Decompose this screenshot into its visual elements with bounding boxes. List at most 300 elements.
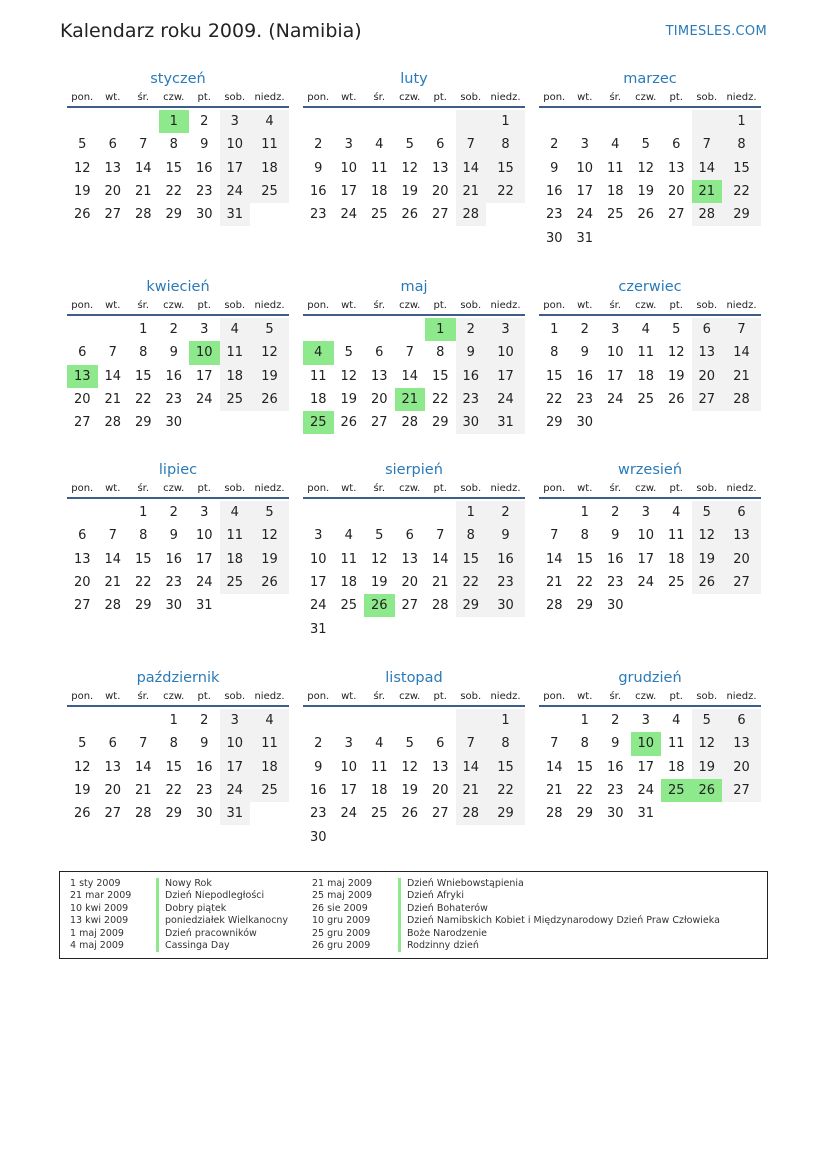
day-grid bbox=[303, 110, 525, 226]
day-cell: 2 bbox=[314, 137, 323, 153]
holiday-day-cell: 13 bbox=[67, 365, 98, 388]
day-cell: 31 bbox=[195, 598, 213, 614]
day-cell: 30 bbox=[195, 207, 213, 223]
day-cell: 4 bbox=[344, 528, 353, 544]
day-cell: 5 bbox=[250, 501, 289, 524]
day-grid bbox=[539, 318, 761, 434]
day-cell: 17 bbox=[606, 368, 624, 384]
day-cell: 17 bbox=[576, 184, 594, 200]
day-cell: 19 bbox=[401, 184, 419, 200]
weekday-label: pt. bbox=[433, 92, 447, 103]
empty-cell bbox=[98, 501, 129, 524]
weekday-label: czw. bbox=[163, 92, 185, 103]
day-cell: 14 bbox=[431, 551, 449, 567]
day-cell: 7 bbox=[722, 318, 761, 341]
empty-cell bbox=[539, 501, 570, 524]
day-cell: 6 bbox=[722, 709, 761, 732]
day-cell: 24 bbox=[637, 575, 655, 591]
weekday-label: pon. bbox=[307, 483, 330, 494]
day-grid bbox=[539, 110, 761, 250]
holiday-day-cell: 4 bbox=[303, 341, 334, 364]
day-cell: 28 bbox=[545, 806, 563, 822]
day-cell: 24 bbox=[309, 598, 327, 614]
day-cell: 6 bbox=[436, 736, 445, 752]
weekday-label: pon. bbox=[71, 300, 94, 311]
day-cell: 10 bbox=[486, 341, 525, 364]
day-cell: 15 bbox=[165, 160, 183, 176]
day-cell: 13 bbox=[370, 368, 388, 384]
day-cell: 4 bbox=[641, 322, 650, 338]
day-cell: 23 bbox=[545, 207, 563, 223]
day-cell: 29 bbox=[134, 415, 152, 431]
day-cell: 8 bbox=[436, 345, 445, 361]
day-cell: 14 bbox=[545, 759, 563, 775]
holiday-marker bbox=[398, 915, 401, 927]
weekday-label: czw. bbox=[163, 300, 185, 311]
day-cell: 8 bbox=[550, 345, 559, 361]
day-cell: 29 bbox=[134, 598, 152, 614]
weekday-header bbox=[303, 300, 525, 316]
day-cell: 21 bbox=[431, 575, 449, 591]
day-cell: 8 bbox=[169, 137, 178, 153]
holiday-date: 10 kwi 2009 bbox=[70, 902, 129, 914]
month-name: październik bbox=[136, 670, 220, 686]
day-cell: 5 bbox=[405, 137, 414, 153]
day-cell: 25 bbox=[667, 575, 685, 591]
holiday-name: poniedziałek Wielkanocny bbox=[165, 915, 289, 927]
day-cell: 20 bbox=[431, 783, 449, 799]
day-cell: 27 bbox=[722, 571, 761, 594]
holiday-marker bbox=[156, 915, 159, 927]
day-cell: 22 bbox=[545, 392, 563, 408]
month-name: listopad bbox=[385, 670, 443, 686]
day-cell: 1 bbox=[139, 322, 148, 338]
day-cell: 28 bbox=[692, 203, 723, 226]
day-cell: 8 bbox=[722, 133, 761, 156]
holiday-name: Cassinga Day bbox=[165, 939, 230, 951]
day-cell: 13 bbox=[401, 551, 419, 567]
month-name: lipiec bbox=[158, 462, 198, 478]
day-cell: 20 bbox=[667, 184, 685, 200]
day-cell: 23 bbox=[309, 806, 327, 822]
day-cell: 5 bbox=[78, 736, 87, 752]
day-cell: 23 bbox=[456, 388, 487, 411]
holiday-marker bbox=[398, 903, 401, 915]
weekday-label: śr. bbox=[609, 483, 622, 494]
weekday-label: śr. bbox=[609, 300, 622, 311]
day-cell: 5 bbox=[344, 345, 353, 361]
day-cell: 23 bbox=[165, 392, 183, 408]
empty-cell bbox=[67, 318, 98, 341]
holiday-day-cell: 1 bbox=[425, 318, 456, 341]
weekday-label: wt. bbox=[105, 300, 121, 311]
day-cell: 13 bbox=[104, 759, 122, 775]
empty-cell bbox=[334, 318, 365, 341]
day-cell: 2 bbox=[169, 505, 178, 521]
day-cell: 10 bbox=[220, 732, 251, 755]
weekday-label: sob. bbox=[460, 300, 482, 311]
holiday-day-cell: 26 bbox=[692, 779, 723, 802]
day-cell: 8 bbox=[580, 736, 589, 752]
day-cell: 23 bbox=[195, 783, 213, 799]
weekday-label: pt. bbox=[197, 92, 211, 103]
holiday-date: 21 maj 2009 bbox=[312, 878, 373, 889]
day-cell: 22 bbox=[134, 575, 152, 591]
day-cell: 18 bbox=[667, 759, 685, 775]
holiday-date: 25 gru 2009 bbox=[312, 927, 371, 939]
month-calendar bbox=[539, 669, 761, 825]
day-cell: 18 bbox=[370, 783, 388, 799]
weekday-label: pt. bbox=[669, 92, 683, 103]
day-cell: 20 bbox=[722, 548, 761, 571]
legend-row bbox=[70, 878, 288, 890]
day-cell: 5 bbox=[692, 501, 723, 524]
empty-cell bbox=[456, 709, 487, 732]
day-cell: 22 bbox=[431, 392, 449, 408]
day-cell: 15 bbox=[576, 551, 594, 567]
month-calendar bbox=[67, 669, 289, 825]
weekday-label: śr. bbox=[373, 300, 386, 311]
weekday-label: czw. bbox=[399, 483, 421, 494]
day-cell: 21 bbox=[104, 392, 122, 408]
day-cell: 12 bbox=[401, 160, 419, 176]
day-cell: 14 bbox=[692, 157, 723, 180]
month-name: styczeń bbox=[150, 71, 206, 87]
empty-cell bbox=[395, 110, 426, 133]
weekday-label: niedz. bbox=[490, 92, 521, 103]
day-cell: 25 bbox=[250, 779, 289, 802]
holiday-day-cell: 21 bbox=[395, 388, 426, 411]
holiday-date: 25 maj 2009 bbox=[312, 890, 373, 902]
day-cell: 24 bbox=[340, 207, 358, 223]
day-cell: 5 bbox=[692, 709, 723, 732]
day-cell: 30 bbox=[195, 806, 213, 822]
day-cell: 5 bbox=[672, 322, 681, 338]
empty-cell bbox=[425, 501, 456, 524]
day-cell: 29 bbox=[722, 203, 761, 226]
weekday-label: pt. bbox=[197, 300, 211, 311]
day-cell: 28 bbox=[104, 598, 122, 614]
day-cell: 13 bbox=[722, 524, 761, 547]
month-name: kwiecień bbox=[146, 279, 210, 295]
day-cell: 3 bbox=[641, 713, 650, 729]
day-cell: 6 bbox=[78, 345, 87, 361]
empty-cell bbox=[98, 709, 129, 732]
day-cell: 6 bbox=[692, 318, 723, 341]
day-cell: 5 bbox=[250, 318, 289, 341]
empty-cell bbox=[98, 318, 129, 341]
weekday-label: czw. bbox=[635, 92, 657, 103]
weekday-header bbox=[303, 691, 525, 707]
holiday-marker bbox=[398, 928, 401, 940]
day-cell: 16 bbox=[195, 160, 213, 176]
day-cell: 1 bbox=[486, 709, 525, 732]
day-cell: 31 bbox=[576, 230, 594, 246]
day-cell: 8 bbox=[486, 133, 525, 156]
day-cell: 23 bbox=[606, 575, 624, 591]
month-calendar bbox=[539, 70, 761, 250]
day-cell: 12 bbox=[692, 732, 723, 755]
holiday-name: Dzień Wniebowstąpienia bbox=[407, 878, 524, 889]
day-cell: 20 bbox=[104, 184, 122, 200]
day-cell: 21 bbox=[134, 783, 152, 799]
weekday-label: czw. bbox=[635, 300, 657, 311]
day-cell: 18 bbox=[220, 548, 251, 571]
day-cell: 1 bbox=[580, 505, 589, 521]
weekday-label: śr. bbox=[137, 300, 150, 311]
legend-row bbox=[312, 928, 720, 940]
day-cell: 15 bbox=[165, 759, 183, 775]
day-cell: 14 bbox=[104, 368, 122, 384]
weekday-label: pt. bbox=[669, 691, 683, 702]
day-cell: 18 bbox=[606, 184, 624, 200]
day-cell: 16 bbox=[309, 783, 327, 799]
day-cell: 24 bbox=[486, 388, 525, 411]
day-cell: 30 bbox=[309, 829, 327, 845]
weekday-label: niedz. bbox=[254, 691, 285, 702]
holiday-legend bbox=[59, 871, 768, 959]
day-cell: 25 bbox=[250, 180, 289, 203]
day-cell: 2 bbox=[169, 322, 178, 338]
brand-link[interactable]: TIMESLES.COM bbox=[665, 24, 767, 39]
day-cell: 22 bbox=[576, 783, 594, 799]
day-cell: 29 bbox=[456, 594, 487, 617]
legend-column bbox=[70, 878, 288, 952]
day-cell: 11 bbox=[370, 160, 388, 176]
weekday-label: wt. bbox=[577, 300, 593, 311]
day-cell: 12 bbox=[637, 160, 655, 176]
day-cell: 28 bbox=[722, 388, 761, 411]
day-cell: 28 bbox=[134, 806, 152, 822]
day-cell: 6 bbox=[375, 345, 384, 361]
month-calendar bbox=[539, 278, 761, 434]
legend-row bbox=[312, 940, 720, 952]
weekday-label: wt. bbox=[105, 483, 121, 494]
day-cell: 14 bbox=[134, 759, 152, 775]
day-cell: 6 bbox=[108, 137, 117, 153]
day-cell: 3 bbox=[344, 137, 353, 153]
day-cell: 7 bbox=[456, 732, 487, 755]
day-cell: 3 bbox=[611, 322, 620, 338]
holiday-name: Dzień Niepodległości bbox=[165, 890, 265, 902]
weekday-label: pon. bbox=[543, 92, 566, 103]
empty-cell bbox=[364, 110, 395, 133]
day-cell: 4 bbox=[611, 137, 620, 153]
day-cell: 19 bbox=[250, 548, 289, 571]
weekday-label: pt. bbox=[669, 300, 683, 311]
day-cell: 13 bbox=[431, 160, 449, 176]
day-cell: 1 bbox=[722, 110, 761, 133]
day-cell: 14 bbox=[456, 157, 487, 180]
day-cell: 26 bbox=[73, 207, 91, 223]
day-cell: 15 bbox=[486, 157, 525, 180]
day-cell: 10 bbox=[220, 133, 251, 156]
day-cell: 9 bbox=[314, 759, 323, 775]
weekday-label: śr. bbox=[137, 691, 150, 702]
weekday-label: sob. bbox=[696, 483, 718, 494]
day-cell: 4 bbox=[375, 736, 384, 752]
day-cell: 22 bbox=[165, 184, 183, 200]
day-cell: 26 bbox=[401, 207, 419, 223]
day-cell: 19 bbox=[340, 392, 358, 408]
holiday-name: Dzień Bohaterów bbox=[407, 902, 488, 914]
day-cell: 17 bbox=[309, 575, 327, 591]
day-cell: 31 bbox=[309, 621, 327, 637]
weekday-label: śr. bbox=[373, 483, 386, 494]
day-cell: 3 bbox=[580, 137, 589, 153]
day-cell: 21 bbox=[456, 779, 487, 802]
day-cell: 24 bbox=[576, 207, 594, 223]
day-cell: 27 bbox=[370, 415, 388, 431]
day-cell: 4 bbox=[220, 318, 251, 341]
day-cell: 20 bbox=[722, 756, 761, 779]
day-cell: 18 bbox=[220, 365, 251, 388]
weekday-label: pon. bbox=[307, 92, 330, 103]
page-title: Kalendarz roku 2009. (Namibia) bbox=[60, 20, 362, 42]
weekday-label: pt. bbox=[197, 483, 211, 494]
weekday-label: niedz. bbox=[726, 483, 757, 494]
day-cell: 9 bbox=[200, 736, 209, 752]
day-cell: 12 bbox=[370, 551, 388, 567]
day-cell: 12 bbox=[340, 368, 358, 384]
weekday-label: sob. bbox=[460, 92, 482, 103]
day-cell: 27 bbox=[431, 806, 449, 822]
day-cell: 20 bbox=[692, 365, 723, 388]
legend-row bbox=[312, 878, 720, 890]
holiday-day-cell: 25 bbox=[303, 411, 334, 434]
day-cell: 1 bbox=[580, 713, 589, 729]
day-cell: 11 bbox=[250, 133, 289, 156]
weekday-label: niedz. bbox=[490, 691, 521, 702]
weekday-label: czw. bbox=[163, 691, 185, 702]
weekday-label: sob. bbox=[224, 300, 246, 311]
weekday-label: niedz. bbox=[254, 92, 285, 103]
day-cell: 9 bbox=[169, 345, 178, 361]
weekday-header bbox=[539, 92, 761, 108]
day-cell: 18 bbox=[667, 551, 685, 567]
day-cell: 15 bbox=[134, 368, 152, 384]
empty-cell bbox=[128, 709, 159, 732]
day-cell: 6 bbox=[672, 137, 681, 153]
month-name: czerwiec bbox=[618, 279, 682, 295]
day-cell: 13 bbox=[722, 732, 761, 755]
day-cell: 11 bbox=[667, 528, 685, 544]
day-cell: 14 bbox=[456, 756, 487, 779]
day-cell: 17 bbox=[195, 368, 213, 384]
day-grid bbox=[303, 501, 525, 641]
day-cell: 8 bbox=[139, 345, 148, 361]
day-cell: 2 bbox=[486, 501, 525, 524]
day-cell: 10 bbox=[606, 345, 624, 361]
empty-cell bbox=[600, 110, 631, 133]
weekday-label: śr. bbox=[373, 691, 386, 702]
holiday-marker bbox=[156, 878, 159, 890]
weekday-label: pon. bbox=[71, 691, 94, 702]
legend-column bbox=[312, 878, 720, 952]
weekday-label: śr. bbox=[137, 92, 150, 103]
day-grid bbox=[67, 318, 289, 434]
legend-row bbox=[70, 890, 288, 902]
holiday-date: 1 sty 2009 bbox=[70, 878, 121, 889]
day-cell: 16 bbox=[456, 365, 487, 388]
weekday-label: pon. bbox=[543, 483, 566, 494]
day-cell: 11 bbox=[250, 732, 289, 755]
weekday-label: pt. bbox=[433, 483, 447, 494]
day-cell: 14 bbox=[134, 160, 152, 176]
day-cell: 16 bbox=[309, 184, 327, 200]
day-cell: 6 bbox=[78, 528, 87, 544]
day-cell: 15 bbox=[134, 551, 152, 567]
day-cell: 23 bbox=[486, 571, 525, 594]
day-cell: 22 bbox=[486, 779, 525, 802]
day-cell: 26 bbox=[692, 571, 723, 594]
weekday-label: śr. bbox=[609, 691, 622, 702]
day-cell: 9 bbox=[486, 524, 525, 547]
day-cell: 14 bbox=[545, 551, 563, 567]
month-name: marzec bbox=[623, 71, 677, 87]
day-cell: 20 bbox=[73, 575, 91, 591]
day-cell: 22 bbox=[486, 180, 525, 203]
weekday-label: pt. bbox=[669, 483, 683, 494]
weekday-label: czw. bbox=[163, 483, 185, 494]
month-calendar bbox=[303, 461, 525, 641]
day-cell: 5 bbox=[641, 137, 650, 153]
day-cell: 9 bbox=[611, 736, 620, 752]
day-cell: 1 bbox=[169, 713, 178, 729]
day-cell: 31 bbox=[220, 203, 251, 226]
day-cell: 30 bbox=[165, 598, 183, 614]
day-cell: 12 bbox=[401, 759, 419, 775]
day-cell: 11 bbox=[606, 160, 624, 176]
day-cell: 21 bbox=[545, 575, 563, 591]
day-cell: 10 bbox=[340, 759, 358, 775]
day-cell: 13 bbox=[73, 551, 91, 567]
day-grid bbox=[539, 501, 761, 617]
empty-cell bbox=[395, 501, 426, 524]
day-cell: 24 bbox=[220, 180, 251, 203]
weekday-label: wt. bbox=[105, 92, 121, 103]
day-cell: 2 bbox=[611, 505, 620, 521]
day-cell: 18 bbox=[250, 756, 289, 779]
day-cell: 25 bbox=[220, 571, 251, 594]
day-cell: 27 bbox=[401, 598, 419, 614]
weekday-label: pt. bbox=[433, 300, 447, 311]
holiday-name: Dzień pracowników bbox=[165, 927, 257, 939]
weekday-header bbox=[539, 691, 761, 707]
weekday-label: wt. bbox=[341, 691, 357, 702]
day-cell: 11 bbox=[220, 341, 251, 364]
holiday-name: Dzień Namibskich Kobiet i Międzynarodowy Dzień Praw Człowieka bbox=[407, 915, 720, 927]
month-name: wrzesień bbox=[617, 462, 683, 478]
day-grid bbox=[303, 709, 525, 849]
day-cell: 17 bbox=[637, 759, 655, 775]
weekday-label: niedz. bbox=[726, 691, 757, 702]
day-cell: 30 bbox=[545, 230, 563, 246]
weekday-label: sob. bbox=[224, 92, 246, 103]
day-cell: 24 bbox=[220, 779, 251, 802]
day-cell: 11 bbox=[637, 345, 655, 361]
day-cell: 6 bbox=[108, 736, 117, 752]
day-cell: 16 bbox=[576, 368, 594, 384]
day-cell: 22 bbox=[165, 783, 183, 799]
weekday-label: śr. bbox=[137, 483, 150, 494]
day-cell: 30 bbox=[576, 415, 594, 431]
day-cell: 8 bbox=[580, 528, 589, 544]
weekday-label: pt. bbox=[433, 691, 447, 702]
weekday-label: sob. bbox=[460, 691, 482, 702]
empty-cell bbox=[303, 501, 334, 524]
day-cell: 30 bbox=[165, 415, 183, 431]
